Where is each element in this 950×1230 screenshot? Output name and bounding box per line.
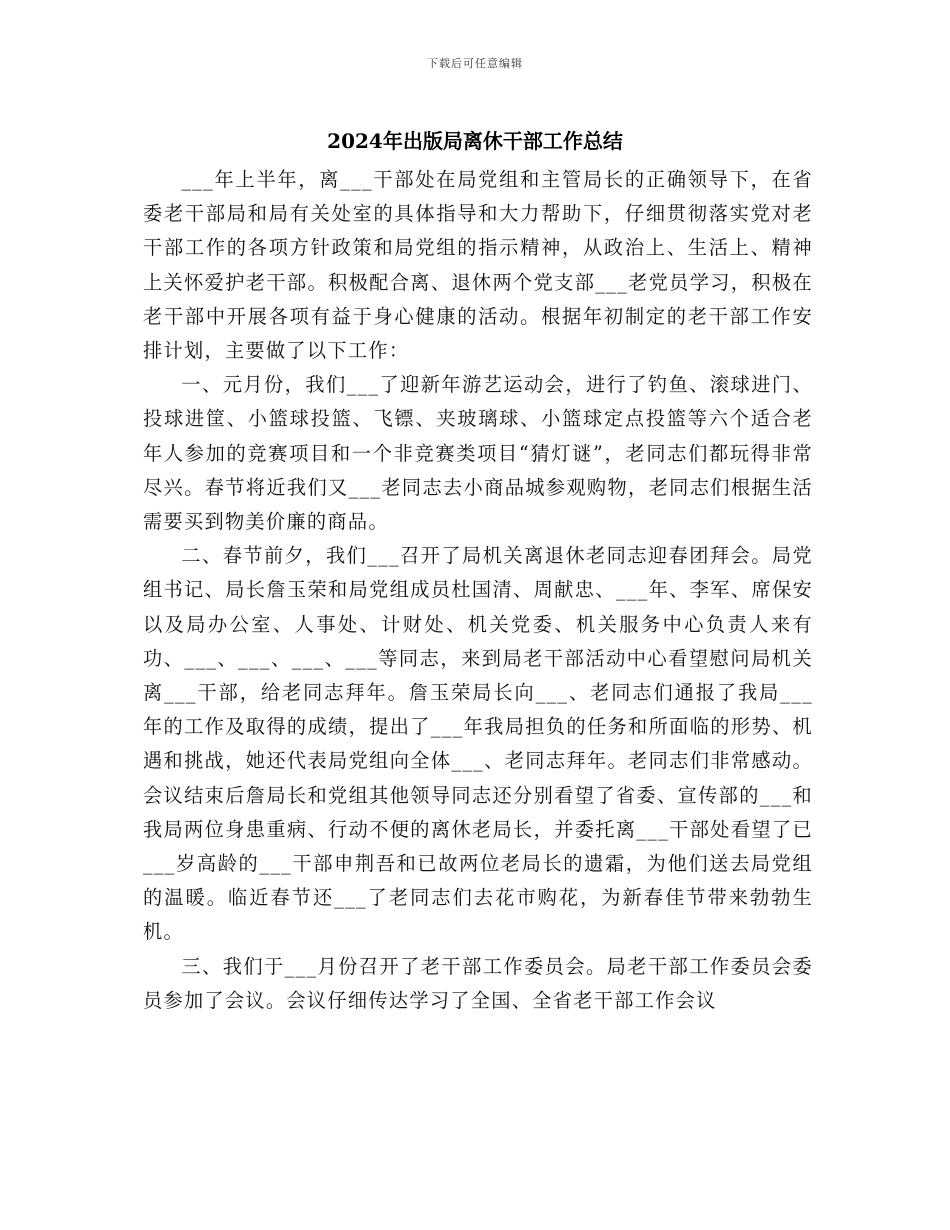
document-title: 2024年出版局离休干部工作总结 (327, 129, 623, 153)
page-header-note: 下载后可任意编辑 (427, 57, 523, 70)
paragraph-intro: ___年上半年，离___干部处在局党组和主管局长的正确领导下，在省委老干部局和局有关处室的具体指导和大力帮助下，仔细贯彻落实党对老干部工作的各项方针政策和局党组的指示精神，从政治上、生活上、精神上关怀爱护老干部。积极配合离、退休两个党支部___老党员学习，积极在老干部中开展各项有益于身心健康的活动。根据年初制定的老干部工作安排计划，主要做了以下工作： (143, 168, 813, 363)
paragraph-section-2: 二、春节前夕，我们___召开了局机关离退休老同志迎春团拜会。局党组书记、局长詹玉荣和局党组成员杜国清、周献忠、___年、李军、席保安以及局办公室、人事处、计财处、机关党委、机关服务中心负责人来有功、___、___、___、___等同志，来到局老干部活动中心看望慰问局机关离___干部，给老同志拜年。詹玉荣局长向___、老同志们通报了我局___年的工作及取得的成绩，提出了___年我局担负的任务和所面临的形势、机遇和挑战，她还代表局党组向全体___、老同志拜年。老同志们非常感动。会议结束后詹局长和党组其他领导同志还分别看望了省委、宣传部的___和我局两位身患重病、行动不便的离休老局长，并委托离___干部处看望了已___岁高龄的___干部申荆吾和已故两位老局长的遗霜，为他们送去局党组的温暖。临近春节还___了老同志们去花市购花，为新春佳节带来勃勃生机。 (143, 544, 813, 944)
paragraph-section-3: 三、我们于___月份召开了老干部工作委员会。局老干部工作委员会委员参加了会议。会议仔细传达学习了全国、全省老干部工作会议 (143, 954, 813, 1012)
document-body (143, 163, 813, 1018)
paragraph-section-1: 一、元月份，我们___了迎新年游艺运动会，进行了钓鱼、滚球进门、投球进筐、小篮球投篮、飞镖、夹玻璃球、小篮球定点投篮等六个适合老年人参加的竞赛项目和一个非竞赛类项目“猜灯谜”，老同志们都玩得非常尽兴。春节将近我们又___老同志去小商品城参观购物，老同志们根据生活需要买到物美价廉的商品。 (143, 373, 813, 534)
